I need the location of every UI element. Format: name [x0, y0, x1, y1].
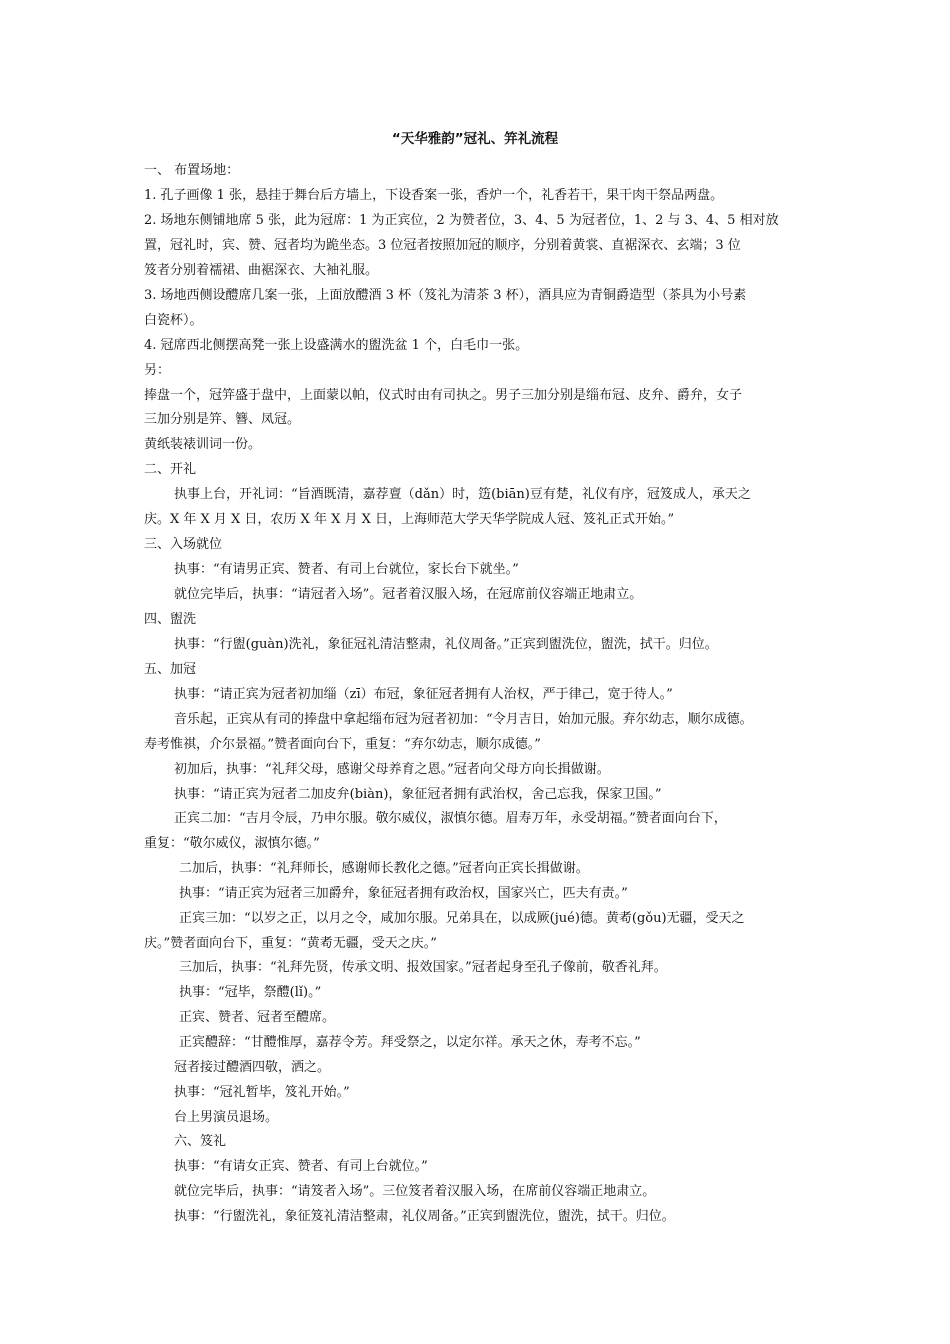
- text-line: 庆。X 年 X 月 X 日，农历 X 年 X 月 X 日，上海师范大学天华学院成人冠、笈礼正式开始。”: [144, 512, 675, 527]
- text-line: 四、盥洗: [144, 612, 197, 627]
- text-line: 重复：“敬尔威仪，淑慎尔德。”: [144, 836, 320, 851]
- text-line: 4. 冠席西北侧摆高凳一张上设盛满水的盥洗盆 1 个，白毛巾一张。: [144, 338, 529, 353]
- text-line: 执事：“冠毕，祭醴(lǐ)。”: [179, 985, 322, 1000]
- text-line: 执事：“行盥洗礼，象征笈礼清洁整肃，礼仪周备。”正宾到盥洗位，盥洗，拭干。归位。: [174, 1209, 675, 1224]
- text-line: 初加后，执事：“礼拜父母，感谢父母养育之恩。”冠者向父母方向长揖做谢。: [174, 762, 610, 777]
- text-line: 2. 场地东侧铺地席 5 张，此为冠席：1 为正宾位，2 为赞者位，3、4、5 为冠者位，1、2 与 3、4、5 相对放: [144, 213, 779, 228]
- text-line: 执事：“请正宾为冠者初加缁（zī）布冠，象征冠者拥有人治权，严于律己，宽于待人。”: [174, 687, 673, 702]
- text-line: 一、 布置场地：: [144, 163, 240, 178]
- text-line: 捧盘一个，冠笄盛于盘中，上面蒙以帕，仪式时由有司执之。男子三加分别是缁布冠、皮弁、爵弁，女子: [144, 388, 743, 403]
- text-line: 笈者分别着襦裙、曲裾深衣、大袖礼服。: [144, 263, 379, 278]
- text-line: 另：: [144, 363, 171, 378]
- text-line: 寿考惟祺，介尔景福。”赞者面向台下，重复：“弃尔幼志，顺尔成德。”: [144, 737, 541, 752]
- text-line: 正宾二加：“吉月令辰，乃申尔服。敬尔威仪，淑慎尔德。眉寿万年，永受胡福。”赞者面向台下，: [174, 811, 727, 826]
- text-line: 就位完毕后，执事：“请笈者入场”。三位笈者着汉服入场，在席前仪容端正地肃立。: [174, 1184, 656, 1199]
- text-line: 执事上台，开礼词：“旨酒既清，嘉荐亶（dǎn）时，笾(biān)豆有楚，礼仪有序，冠笈成人，承天之: [174, 487, 751, 502]
- text-line: 正宾醴辞：“甘醴惟厚，嘉荐令芳。拜受祭之，以定尔祥。承天之休，寿考不忘。”: [179, 1035, 641, 1050]
- text-line: 二、开礼: [144, 462, 197, 477]
- text-line: 三、入场就位: [144, 537, 223, 552]
- text-line: 执事：“冠礼暂毕，笈礼开始。”: [174, 1085, 350, 1100]
- text-line: 正宾三加：“以岁之正，以月之令，咸加尔服。兄弟具在，以成厥(jué)德。黄耇(gǒu)无疆，受天之: [179, 911, 745, 926]
- text-line: 五、加冠: [144, 662, 197, 677]
- text-line: 1. 孔子画像 1 张，悬挂于舞台后方墙上，下设香案一张，香炉一个，礼香若干，果干肉干祭品两盘。: [144, 188, 724, 203]
- text-line: 黄纸装裱训词一份。: [144, 437, 262, 452]
- text-line: 三加分别是笄、簪、凤冠。: [144, 412, 301, 427]
- text-line: 执事：“有请女正宾、赞者、有司上台就位。”: [174, 1159, 428, 1174]
- text-line: 庆。”赞者面向台下，重复：“黄耇无疆，受天之庆。”: [144, 936, 437, 951]
- text-line: 二加后，执事：“礼拜师长，感谢师长教化之德。”冠者向正宾长揖做谢。: [179, 861, 589, 876]
- text-line: 置，冠礼时，宾、赞、冠者均为跪坐态。3 位冠者按照加冠的顺序，分别着黄裳、直裾深衣、玄端；3 位: [144, 238, 741, 253]
- text-line: 执事：“请正宾为冠者二加皮弁(biàn)，象征冠者拥有武治权，舍己忘我，保家卫国。”: [174, 787, 662, 802]
- text-line: 白瓷杯）。: [144, 313, 203, 328]
- text-line: 执事：“请正宾为冠者三加爵弁，象征冠者拥有政治权，国家兴亡，匹夫有责。”: [179, 886, 628, 901]
- text-line: 音乐起，正宾从有司的捧盘中拿起缁布冠为冠者初加：“令月吉日，始加元服。弃尔幼志，顺尔成德。: [174, 712, 753, 727]
- text-line: 六、笈礼: [174, 1134, 227, 1149]
- text-line: 就位完毕后，执事：“请冠者入场”。冠者着汉服入场，在冠席前仪容端正地肃立。: [174, 587, 643, 602]
- text-line: 执事：“有请男正宾、赞者、有司上台就位，家长台下就坐。”: [174, 562, 519, 577]
- document-title: “天华雅韵”冠礼、笄礼流程: [391, 131, 559, 147]
- text-line: 正宾、赞者、冠者至醴席。: [179, 1010, 336, 1025]
- text-line: 三加后，执事：“礼拜先贤，传承文明、报效国家。”冠者起身至孔子像前，敬香礼拜。: [179, 960, 667, 975]
- text-line: 3. 场地西侧设醴席几案一张，上面放醴酒 3 杯（笈礼为清茶 3 杯），酒具应为青铜爵造型（茶具为小号素: [144, 288, 747, 303]
- text-line: 冠者接过醴酒四敬，洒之。: [174, 1060, 331, 1075]
- text-line: 执事：“行盥(guàn)洗礼，象征冠礼清洁整肃，礼仪周备。”正宾到盥洗位，盥洗，拭干。归位。: [174, 637, 718, 652]
- text-line: 台上男演员退场。: [174, 1110, 279, 1125]
